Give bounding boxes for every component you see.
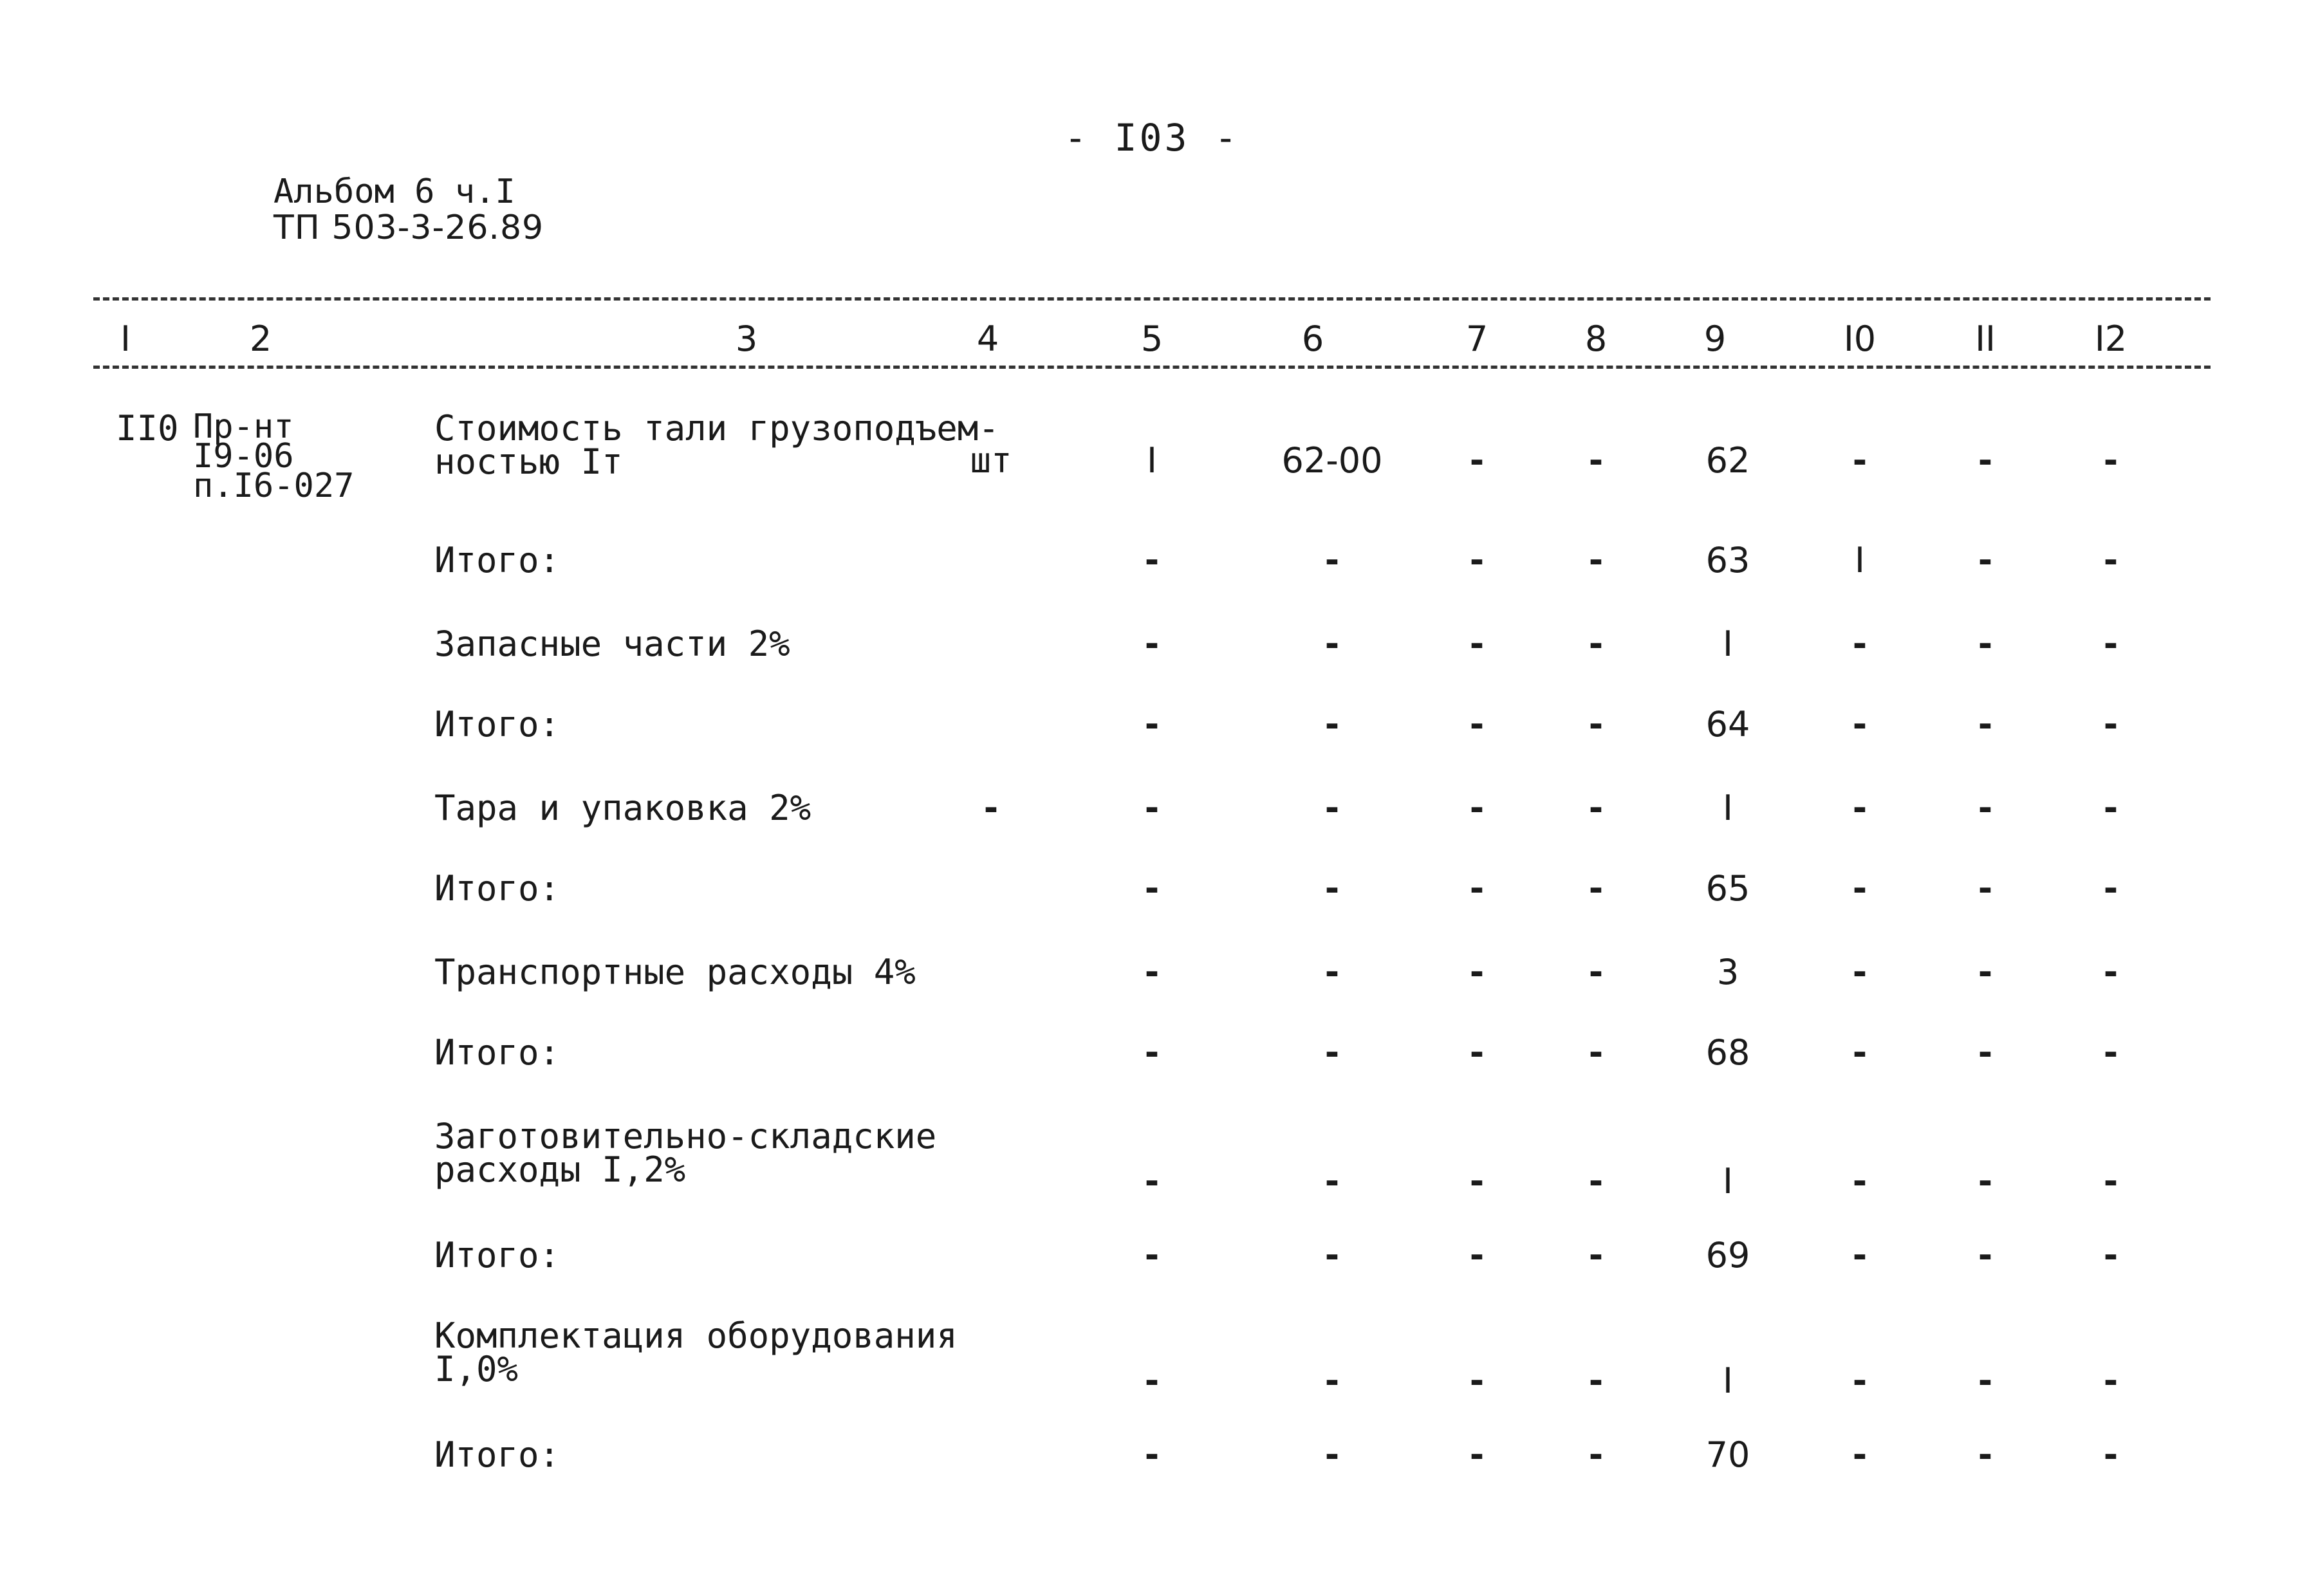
cell-c12: -	[2103, 952, 2119, 992]
cell-c10: -	[1852, 788, 1868, 828]
cell-c11: -	[1978, 1434, 1993, 1475]
cell-c7: -	[1469, 1161, 1485, 1202]
cell-c10: -	[1852, 1235, 1868, 1276]
cell-c11: -	[1978, 440, 1993, 481]
cell-unit: шт	[970, 440, 1012, 481]
cell-c10: -	[1852, 1032, 1868, 1073]
column-header-2: 2	[249, 319, 272, 359]
cell-c9: I	[1723, 1360, 1733, 1401]
cell-c9: 63	[1705, 540, 1750, 580]
cell-c9: 3	[1716, 952, 1739, 992]
page-number: - I03 -	[1064, 116, 1240, 160]
item-description: Итого:	[434, 540, 561, 580]
cell-c12: -	[2103, 1360, 2119, 1401]
item-description: Транспортные расходы 4%	[434, 952, 916, 992]
item-description: Итого:	[434, 704, 561, 745]
item-description: Комплектация оборудования I,0%	[434, 1315, 958, 1389]
column-header-10: I0	[1843, 319, 1877, 359]
cell-c12: -	[2103, 1032, 2119, 1073]
cell-c10: -	[1852, 440, 1868, 481]
cell-c8: -	[1588, 1360, 1604, 1401]
cell-c8: -	[1588, 1032, 1604, 1073]
cell-c7: -	[1469, 440, 1485, 481]
cell-c6: -	[1324, 1235, 1340, 1276]
cell-c9: 64	[1705, 704, 1750, 745]
cell-c11: -	[1978, 704, 1993, 745]
item-description: Итого:	[434, 1032, 561, 1073]
cell-c5: -	[1144, 788, 1160, 828]
column-header-6: 6	[1301, 319, 1324, 359]
cell-c10: -	[1852, 624, 1868, 664]
cell-c12: -	[2103, 1235, 2119, 1276]
cell-c12: -	[2103, 1161, 2119, 1202]
item-description: Итого:	[434, 1434, 561, 1475]
cell-c7: -	[1469, 624, 1485, 664]
cell-c6: 62-00	[1281, 440, 1383, 481]
cell-c7: -	[1469, 1032, 1485, 1073]
cell-c12: -	[2103, 704, 2119, 745]
cell-c9: I	[1723, 624, 1733, 664]
item-description: Стоимость тали грузоподъем- ностью Iт	[434, 408, 999, 482]
cell-c7: -	[1469, 788, 1485, 828]
item-description: Итого:	[434, 1235, 561, 1276]
album-reference	[274, 174, 544, 246]
cell-c9: 62	[1705, 440, 1750, 481]
cell-c5: -	[1144, 1032, 1160, 1073]
cell-c10: -	[1852, 1360, 1868, 1401]
cell-c10: -	[1852, 952, 1868, 992]
cell-c10: I	[1855, 540, 1865, 580]
cell-c12: -	[2103, 440, 2119, 481]
cell-c7: -	[1469, 540, 1485, 580]
cell-c7: -	[1469, 1434, 1485, 1475]
cell-c11: -	[1978, 1360, 1993, 1401]
cell-c11: -	[1978, 788, 1993, 828]
cell-c7: -	[1469, 704, 1485, 745]
column-header-4: 4	[976, 319, 999, 359]
cell-c11: -	[1978, 1235, 1993, 1276]
column-header-7: 7	[1465, 319, 1488, 359]
item-description: Тара и упаковка 2%	[434, 788, 811, 828]
item-description: Запасные части 2%	[434, 624, 790, 664]
cell-c7: -	[1469, 1360, 1485, 1401]
cell-c6: -	[1324, 704, 1340, 745]
position-number: II0	[116, 408, 179, 449]
cell-c8: -	[1588, 704, 1604, 745]
column-header-11: II	[1975, 319, 1996, 359]
cell-c9: I	[1723, 788, 1733, 828]
cell-c8: -	[1588, 1434, 1604, 1475]
cell-c10: -	[1852, 1161, 1868, 1202]
cell-c6: -	[1324, 788, 1340, 828]
cell-c12: -	[2103, 868, 2119, 909]
cell-c12: -	[2103, 624, 2119, 664]
cell-c11: -	[1978, 1032, 1993, 1073]
column-header-9: 9	[1703, 319, 1727, 359]
cell-c8: -	[1588, 868, 1604, 909]
cell-c10: -	[1852, 1434, 1868, 1475]
cell-c5: -	[1144, 868, 1160, 909]
cell-c8: -	[1588, 952, 1604, 992]
cell-c5: -	[1144, 540, 1160, 580]
cell-c11: -	[1978, 624, 1993, 664]
header-bottom-rule	[93, 366, 2211, 369]
cell-c7: -	[1469, 1235, 1485, 1276]
cell-c6: -	[1324, 868, 1340, 909]
cell-c6: -	[1324, 540, 1340, 580]
cell-c8: -	[1588, 1235, 1604, 1276]
album-line: Альбом 6 ч.I	[274, 172, 515, 211]
column-header-12: I2	[2094, 319, 2128, 359]
cell-c9: 65	[1705, 868, 1750, 909]
column-header-5: 5	[1140, 319, 1164, 359]
cell-c5: -	[1144, 704, 1160, 745]
cell-c5: -	[1144, 952, 1160, 992]
cell-c10: -	[1852, 704, 1868, 745]
cell-c5: -	[1144, 1434, 1160, 1475]
cell-c5: -	[1144, 1235, 1160, 1276]
column-header-1: I	[120, 319, 131, 359]
cell-c6: -	[1324, 1434, 1340, 1475]
cell-c11: -	[1978, 540, 1993, 580]
cell-c5: -	[1144, 624, 1160, 664]
cell-c7: -	[1469, 868, 1485, 909]
item-description: Итого:	[434, 868, 561, 909]
cell-c12: -	[2103, 1434, 2119, 1475]
cell-c8: -	[1588, 440, 1604, 481]
cell-c8: -	[1588, 788, 1604, 828]
cell-c11: -	[1978, 868, 1993, 909]
table-top-rule	[93, 297, 2211, 301]
cell-c5: -	[1144, 1161, 1160, 1202]
cell-c6: -	[1324, 952, 1340, 992]
cell-c8: -	[1588, 1161, 1604, 1202]
item-description: Заготовительно-складские расходы I,2%	[434, 1116, 937, 1190]
cell-c8: -	[1588, 540, 1604, 580]
column-header-8: 8	[1584, 319, 1608, 359]
cell-c9: 69	[1705, 1235, 1750, 1276]
cell-unit: -	[983, 788, 999, 828]
cell-c6: -	[1324, 624, 1340, 664]
cell-c9: I	[1723, 1161, 1733, 1202]
cell-c5: I	[1147, 440, 1157, 481]
cell-c9: 70	[1705, 1434, 1750, 1475]
project-code: ТП 503-3-26.89	[274, 209, 544, 247]
cell-c6: -	[1324, 1360, 1340, 1401]
price-reference: Пр-нт I9-06 п.I6-027	[193, 407, 355, 505]
cell-c12: -	[2103, 540, 2119, 580]
cell-c8: -	[1588, 624, 1604, 664]
cell-c11: -	[1978, 1161, 1993, 1202]
cell-c6: -	[1324, 1032, 1340, 1073]
cell-c12: -	[2103, 788, 2119, 828]
cell-c10: -	[1852, 868, 1868, 909]
cell-c7: -	[1469, 952, 1485, 992]
cell-c11: -	[1978, 952, 1993, 992]
cell-c6: -	[1324, 1161, 1340, 1202]
column-header-3: 3	[735, 319, 758, 359]
cell-c9: 68	[1705, 1032, 1750, 1073]
cell-c5: -	[1144, 1360, 1160, 1401]
